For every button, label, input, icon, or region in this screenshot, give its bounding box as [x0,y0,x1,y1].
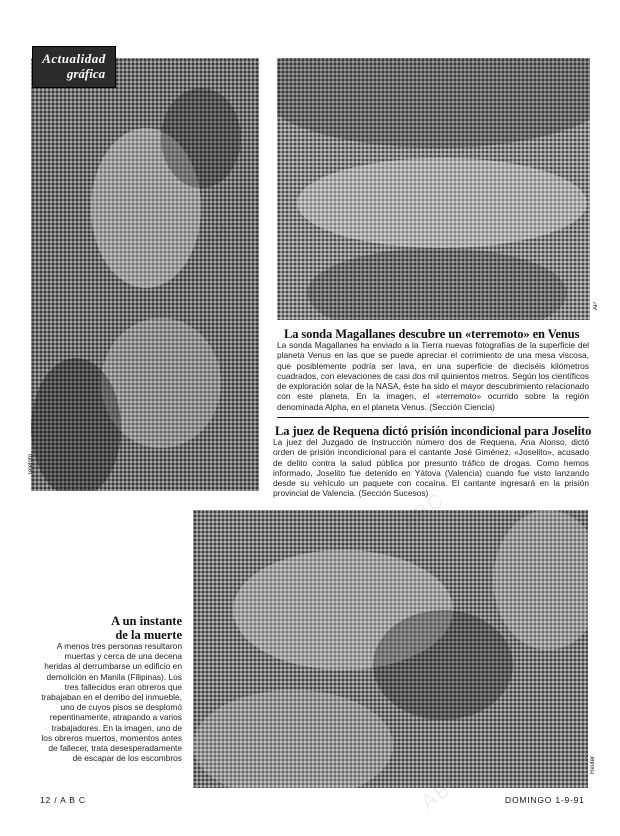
body-manila: A menos tres personas resultaron muertas y cerca de una decena heridas al derrumbarse un edificio en demolición en Manila (Filipinas). Los tres fallecidos eran obreros que trabajaban en el derribo del inmueble, uno de cuyos pisos se desplomó repentinamente, atrapando a varios trabajadores. En la imagen, uno de los obreros muertos, momentos antes de fallecer, trata desesperadamente de escapar de los escombros [41,641,182,764]
footer-date: DOMINGO 1-9-91 [505,795,585,805]
footer-page-number: 12 / A B C [40,795,86,805]
body-joselito: La juez del Juzgado de Instrucción número dos de Requena, Ana Alonso, dictó orden de prisión incondicional para el cantante José Giménez, «Joselito», acusado de delito contra la salud pública por presunto tráfico de drogas. Como hemos informado, Joselito fue detenido en Yátova (Valencia) cuando fue visto lanzando desde su vehículo un paquete con cocaína. El cantante ingresará en la prisión provincial de Valencia. (Sección Sucesos) [273,437,589,499]
photo-venus [277,58,590,320]
body-venus: La sonda Magallanes ha enviado a la Tierra nuevas fotografías de la superficie del planeta Venus en las que se puede apreciar el corrimiento de una mesa viscosa, que posiblemente podría ser lava, en una superficie de dieciséis kilómetros cuadrados, con elevaciones de casi dos mil quinientos metros. Según los científicos de exploración solar de la NASA, éste ha sido el mayor descubrimiento relacionado con este planeta. En la imagen, el «terremoto» ocurrido sobre la región denominada Alpha, en el planeta Venus. (Sección Ciencia) [277,340,589,412]
headline-manila [78,614,182,642]
headline-manila-line1: A un instante [111,614,182,628]
photo-credit-rubble: Reuter [590,756,596,775]
watermark: ABC [397,488,449,534]
photo-rubble [193,510,588,788]
headline-manila-line2: de la muerte [115,628,182,642]
section-badge [32,46,116,88]
badge-line2: gráfica [66,66,106,81]
badge-line1: Actualidad [42,51,106,66]
headline-venus: La sonda Magallanes descubre un «terremoto» en Venus [284,327,580,341]
headline-joselito: La juez de Requena dictó prisión incondicional para Joselito [275,424,592,438]
watermark: ABC [197,208,249,254]
photo-credit-venus: AP [593,302,599,311]
photo-rescue [31,58,259,491]
divider-line [277,417,589,418]
watermark: ABC [417,768,469,814]
photo-credit-left: Telefoto [28,454,34,476]
